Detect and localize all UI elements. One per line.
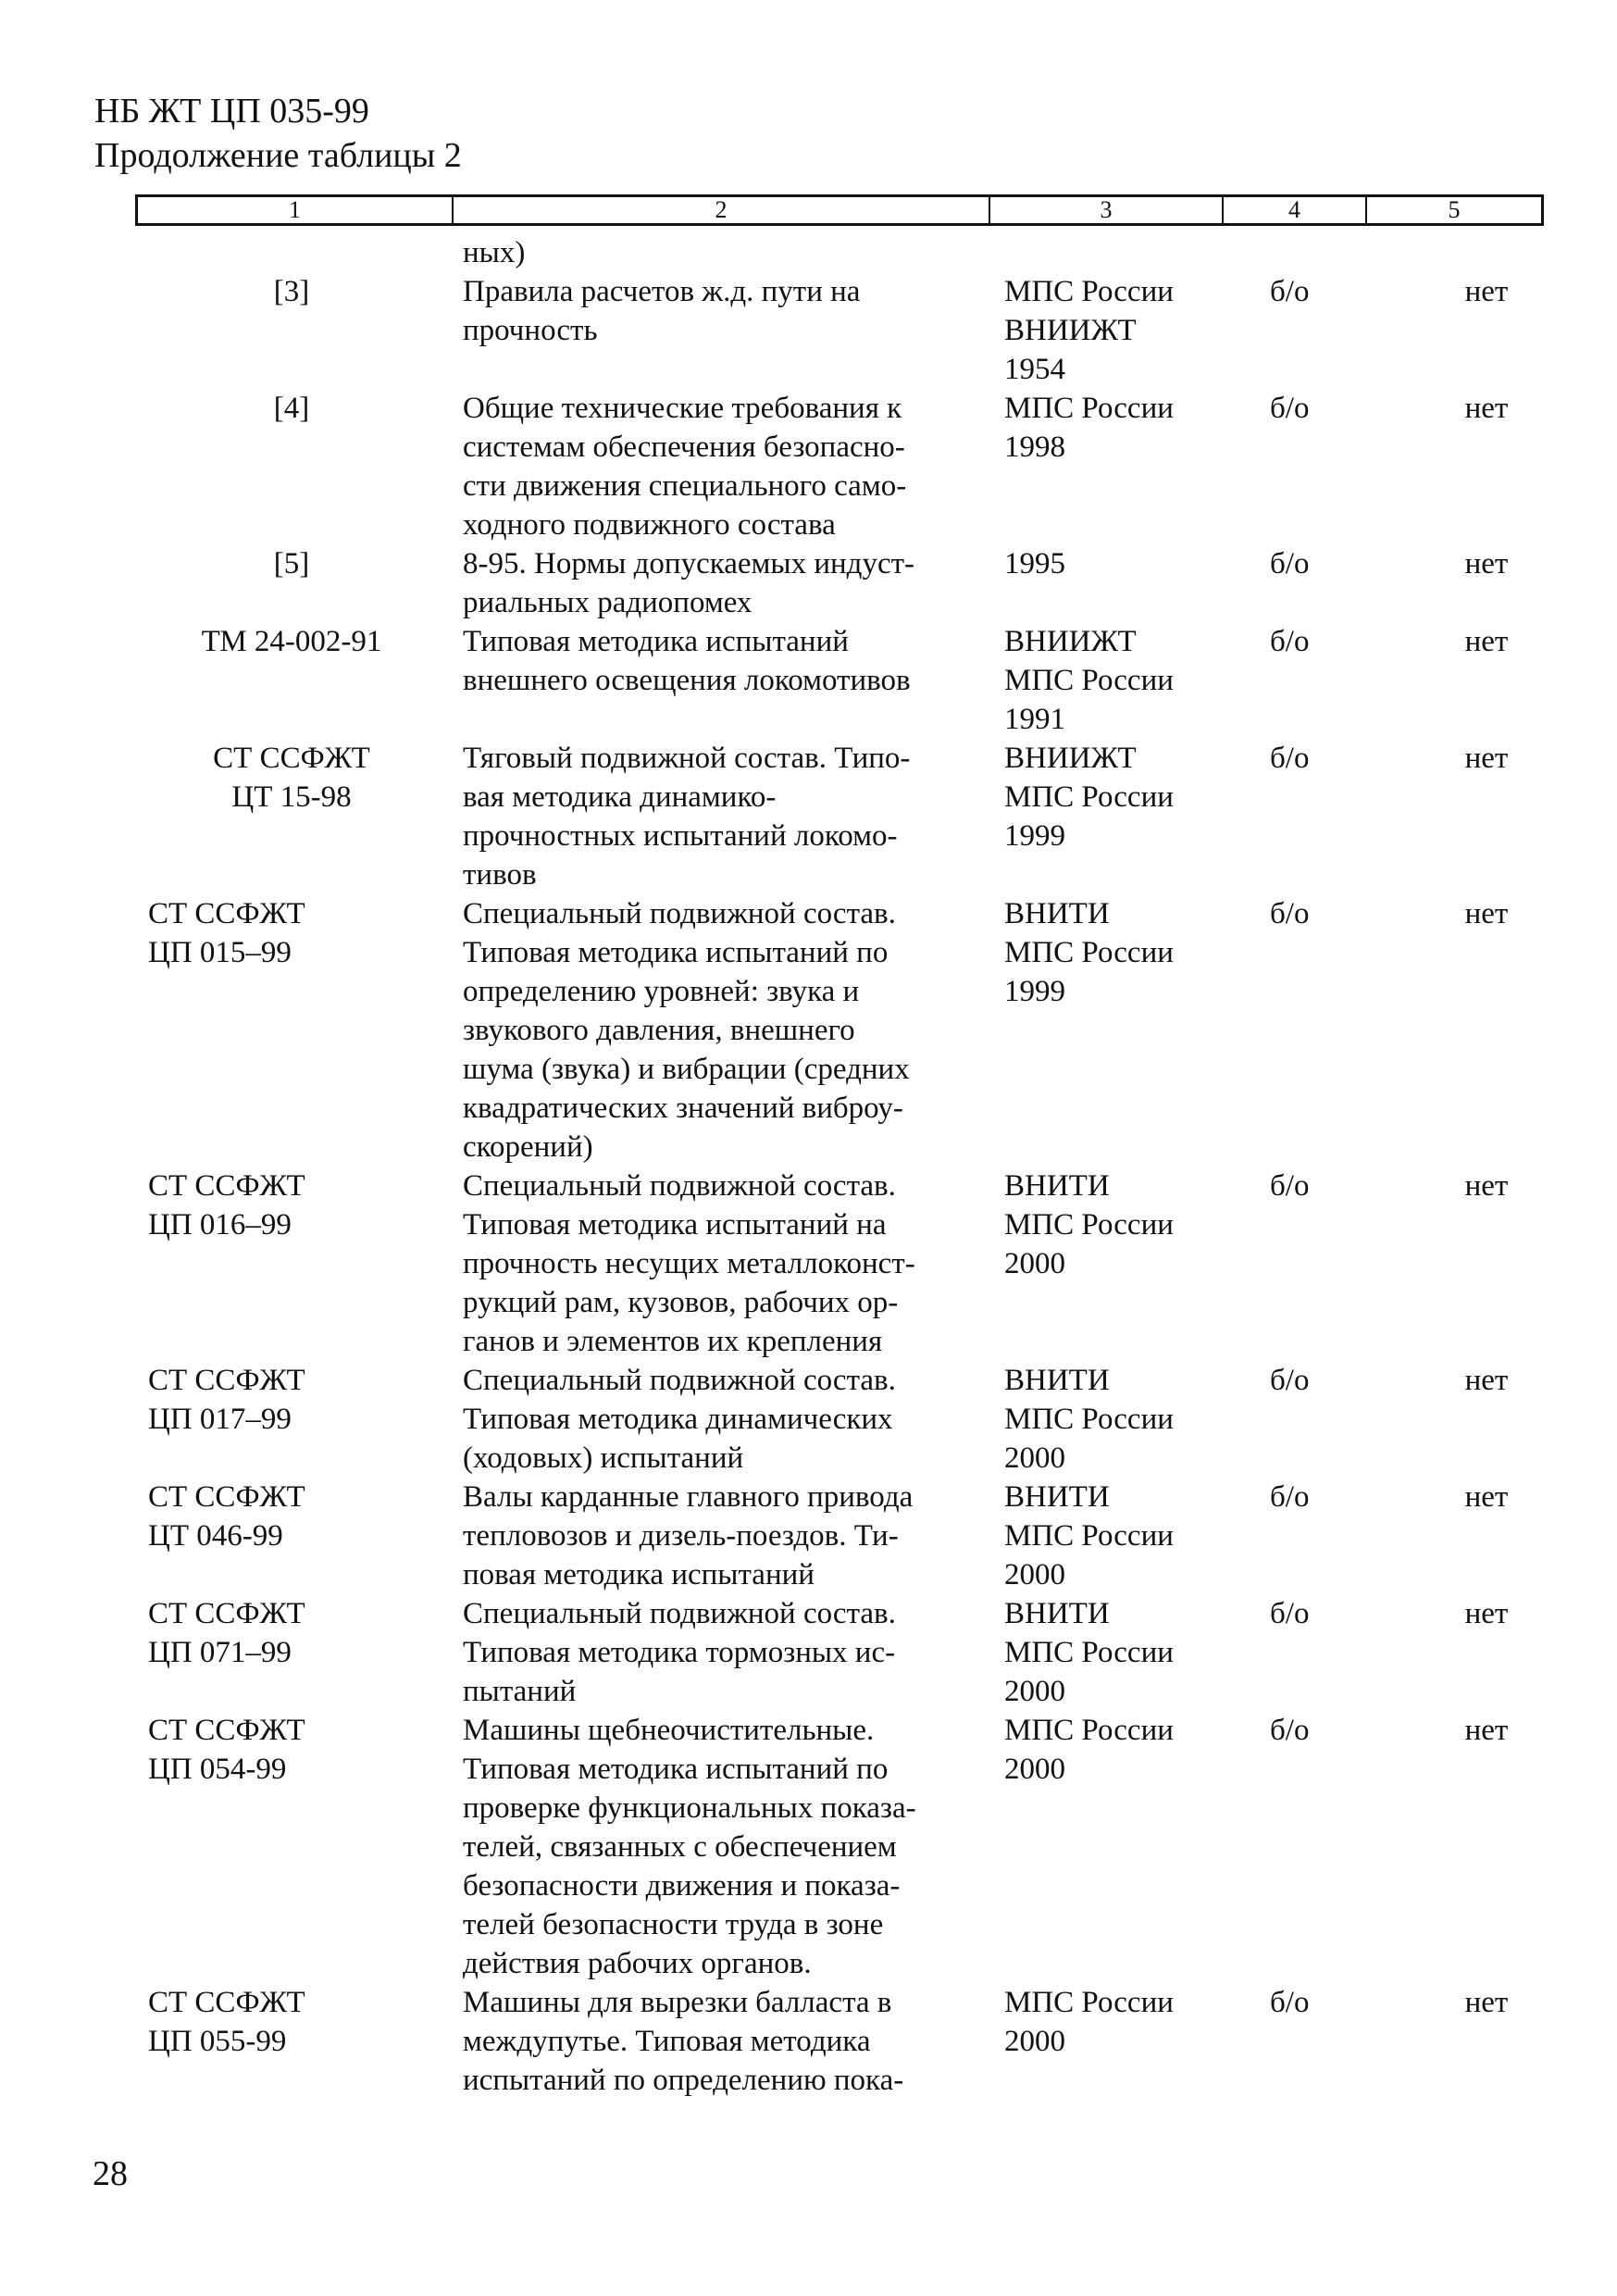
designation-cell: ТМ 24-002-91 — [201, 625, 382, 658]
column-header-5: 5 — [1448, 196, 1461, 223]
mark-cell: б/о — [1270, 897, 1310, 930]
designation-cell: СТ ССФЖТ ЦТ 15-98 — [213, 742, 370, 814]
mark-cell: б/о — [1270, 1480, 1310, 1514]
table-body — [130, 233, 1555, 2100]
designation-cell: СТ ССФЖТ ЦП 016–99 — [148, 1169, 305, 1242]
designation-cell: [4] — [273, 392, 310, 425]
mark-cell: б/о — [1270, 1169, 1310, 1203]
availability-cell: нет — [1464, 392, 1509, 425]
column-number-header — [135, 194, 1544, 226]
title-cell: Машины для вырезки балласта в междупутье. Типовая методика испытаний по определению пока- — [463, 1986, 904, 2097]
table-row — [130, 1983, 1555, 2100]
column-header-2: 2 — [454, 197, 990, 223]
title-cell: Машины щебнеочистительные. Типовая методика испытаний по проверке функциональных показа- телей, связанных с обеспечением безопасности движения и показа- телей безопасности труда в зоне действия рабочих органов. — [463, 1714, 916, 1980]
title-cell: Типовая методика испытаний внешнего освещения локомотивов — [463, 625, 911, 697]
publisher-cell: ВНИТИ МПС России 2000 — [1004, 1364, 1174, 1475]
title-cell: ных) — [463, 236, 526, 269]
availability-cell: нет — [1464, 275, 1509, 308]
publisher-cell: ВНИИЖТ МПС России 1991 — [1004, 625, 1174, 736]
publisher-cell — [992, 233, 1256, 272]
publisher-cell: ВНИТИ МПС России 1999 — [1004, 897, 1174, 1008]
mark-cell: б/о — [1270, 392, 1310, 425]
mark-cell: б/о — [1270, 1597, 1310, 1630]
publisher-cell: МПС России ВНИИЖТ 1954 — [1004, 275, 1174, 386]
availability-cell: нет — [1464, 1169, 1509, 1203]
availability-cell: нет — [1464, 1364, 1509, 1397]
availability-cell: нет — [1464, 742, 1509, 775]
availability-cell: нет — [1464, 1986, 1509, 2019]
designation-cell: СТ ССФЖТ ЦП 055-99 — [148, 1986, 305, 2058]
publisher-cell: ВНИТИ МПС России 2000 — [1004, 1169, 1174, 1280]
availability-cell: нет — [1464, 897, 1509, 930]
publisher-cell: ВНИТИ МПС России 2000 — [1004, 1597, 1174, 1708]
table-row — [130, 1711, 1555, 1983]
designation-cell: [5] — [273, 547, 310, 580]
mark-cell: б/о — [1270, 1714, 1310, 1747]
availability-cell: нет — [1464, 547, 1509, 580]
mark-cell: б/о — [1270, 275, 1310, 308]
availability-cell: нет — [1464, 1597, 1509, 1630]
designation-cell — [130, 233, 454, 272]
title-cell: Тяговый подвижной состав. Типо- вая методика динамико- прочностных испытаний локомо- тивов — [463, 742, 911, 892]
table-row — [130, 272, 1555, 389]
designation-cell: СТ ССФЖТ ЦП 071–99 — [148, 1597, 305, 1669]
table-row — [130, 389, 1555, 544]
availability-cell: нет — [1464, 1714, 1509, 1747]
column-header-4: 4 — [1224, 197, 1367, 223]
document-code: НБ ЖТ ЦП 035-99 — [94, 92, 369, 131]
table-row — [130, 233, 1555, 272]
table-row — [130, 1594, 1555, 1711]
mark-cell: б/о — [1270, 742, 1310, 775]
page-number: 28 — [93, 2154, 128, 2193]
designation-cell: СТ ССФЖТ ЦТ 046-99 — [148, 1480, 305, 1553]
mark-cell — [1256, 233, 1418, 272]
mark-cell: б/о — [1270, 625, 1310, 658]
mark-cell: б/о — [1270, 547, 1310, 580]
document-header — [94, 89, 462, 178]
title-cell: Общие технические требования к системам обеспечения безопасно- сти движения специального само- ходного подвижного состава — [463, 392, 907, 542]
title-cell: Специальный подвижной состав. Типовая методика тормозных ис- пытаний — [463, 1597, 896, 1708]
column-header-1: 1 — [138, 197, 454, 223]
table-row — [130, 1478, 1555, 1594]
table-row — [130, 622, 1555, 739]
publisher-cell: ВНИТИ МПС России 2000 — [1004, 1480, 1174, 1591]
publisher-cell: МПС России 2000 — [1004, 1714, 1174, 1786]
title-cell: Правила расчетов ж.д. пути на прочность — [463, 275, 861, 347]
publisher-cell: МПС России 1998 — [1004, 392, 1174, 464]
title-cell: Специальный подвижной состав. Типовая методика испытаний на прочность несущих металлоконст- рукций рам, кузовов, рабочих ор- ганов и элементов их крепления — [463, 1169, 915, 1358]
table-row — [130, 894, 1555, 1167]
title-cell: Специальный подвижной состав. Типовая методика динамических (ходовых) испытаний — [463, 1364, 896, 1475]
title-cell: Специальный подвижной состав. Типовая методика испытаний по определению уровней: звука и звукового давления, внешнего шума (звука) и вибрации (средних квадратических значений виброу- скорений) — [463, 897, 910, 1164]
title-cell: Валы карданные главного привода тепловозов и дизель-поездов. Ти- повая методика испытаний — [463, 1480, 914, 1591]
table-row — [130, 1361, 1555, 1478]
designation-cell: СТ ССФЖТ ЦП 015–99 — [148, 897, 305, 969]
publisher-cell: ВНИИЖТ МПС России 1999 — [1004, 742, 1174, 853]
table-caption: Продолжение таблицы 2 — [94, 136, 462, 175]
column-header-3: 3 — [990, 197, 1224, 223]
table-row — [130, 739, 1555, 894]
availability-cell: нет — [1464, 625, 1509, 658]
designation-cell: СТ ССФЖТ ЦП 054-99 — [148, 1714, 305, 1786]
table-row — [130, 544, 1555, 622]
publisher-cell: МПС России 2000 — [1004, 1986, 1174, 2058]
title-cell: 8-95. Нормы допускаемых индуст- риальных радиопомех — [463, 547, 915, 619]
mark-cell: б/о — [1270, 1364, 1310, 1397]
publisher-cell: 1995 — [1004, 547, 1065, 580]
availability-cell — [1418, 233, 1555, 272]
designation-cell: [3] — [273, 275, 310, 308]
mark-cell: б/о — [1270, 1986, 1310, 2019]
designation-cell: СТ ССФЖТ ЦП 017–99 — [148, 1364, 305, 1436]
table-row — [130, 1167, 1555, 1361]
availability-cell: нет — [1464, 1480, 1509, 1514]
